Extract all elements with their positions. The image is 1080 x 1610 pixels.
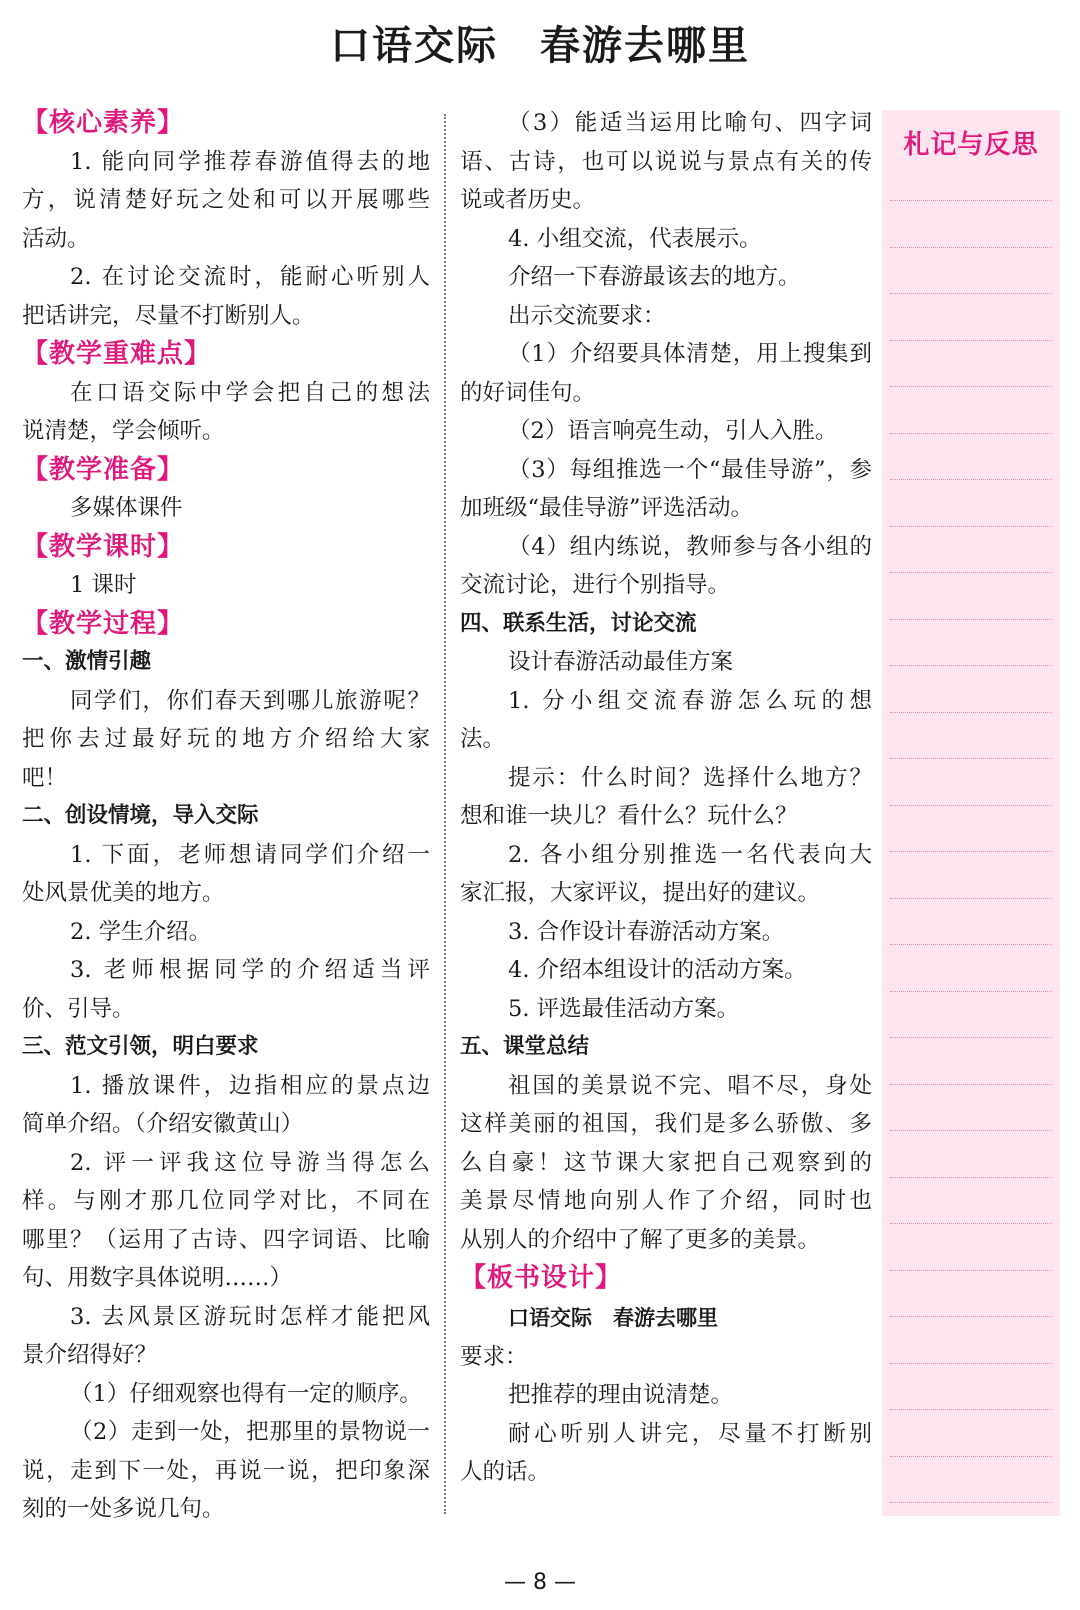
text-line: 这样美丽的祖国，我们是多么骄傲、多 [460,1111,872,1137]
text-line: 美景尽情地向别人作了介绍，同时也 [460,1188,872,1214]
text-line: 哪里？（运用了古诗、四字词语、比喻 [22,1226,430,1253]
text-line: 把话讲完，尽量不打断别人。 [22,302,315,329]
note-ruled-line [890,619,1052,620]
text-line: 加班级“最佳导游”评选活动。 [460,495,754,521]
text-line: 3. 老师根据同学的介绍适当评 [70,957,430,983]
text-line: 提示：什么时间？选择什么地方？ [508,764,872,791]
page-title: 口语交际 春游去哪里 [330,23,750,69]
note-ruled-line [890,572,1052,573]
text-line: 景介绍得好？ [22,1342,158,1368]
note-ruled-line [890,851,1052,852]
text-line: 1. 播放课件，边指相应的景点边 [70,1072,430,1099]
note-ruled-line [890,712,1052,713]
text-line: 样。与刚才那几位同学对比，不同在 [22,1188,430,1214]
text-line: 家汇报，大家评议，提出好的建议。 [460,880,821,906]
middle-column [460,104,872,1492]
note-ruled-line [890,433,1052,434]
page-number: — 8 — [504,1570,576,1595]
text-line: （4）组内练说，教师参与各小组的 [508,533,872,560]
process-heading: 【教学过程】 [22,608,185,639]
notes-panel [882,110,1060,1516]
text-line: 吧！ [22,764,68,791]
note-ruled-line [890,665,1052,666]
note-ruled-line [890,1084,1052,1085]
core-literacy-heading: 【核心素养】 [22,108,185,138]
note-ruled-line [890,1270,1052,1271]
left-column [22,104,430,1529]
text-line: 简单介绍。（介绍安徽黄山） [22,1111,304,1137]
note-ruled-line [890,479,1052,480]
text-line: 祖国的美景说不完、唱不尽，身处 [508,1072,872,1099]
text-line: 处风景优美的地方。 [22,880,225,906]
text-line: 交流讨论，进行个别指导。 [460,572,731,598]
text-line: 1. 能向同学推荐春游值得去的地 [70,148,430,175]
column-divider [444,114,446,1514]
text-line: （1）仔细观察也得有一定的顺序。 [70,1380,422,1407]
text-line: 1. 分小组交流春游怎么玩的想 [508,687,872,714]
text-line: 的好词佳句。 [460,379,596,406]
note-ruled-line [890,200,1052,201]
note-ruled-line [890,1037,1052,1038]
note-ruled-line [890,1223,1052,1224]
text-line: 活动。 [22,225,90,252]
text-line: 3. 去风景区游玩时怎样才能把风 [70,1303,430,1330]
note-ruled-line [890,991,1052,992]
text-line: 说清楚，学会倾听。 [22,418,225,444]
text-line: （3）能适当运用比喻句、四字词 [508,110,872,136]
text-line: 人的话。 [460,1459,551,1485]
board-title: 口语交际 春游去哪里 [508,1305,718,1330]
key-points-heading: 【教学重难点】 [22,339,212,369]
text-line: 同学们，你们春天到哪儿旅游呢？ [70,687,430,714]
text-line: 要求： [460,1343,528,1370]
text-line: （3）每组推选一个“最佳导游”，参 [508,456,872,483]
board-design-heading: 【板书设计】 [460,1263,623,1293]
text-line: 1 课时 [70,572,137,598]
note-ruled-line [890,247,1052,248]
section-heading: 一、激情引趣 [22,649,152,674]
note-ruled-line [890,340,1052,341]
text-line: （2）走到一处，把那里的景物说一 [70,1419,430,1445]
notes-title: 札记与反思 [903,130,1039,160]
text-line: （2）语言响亮生动，引人入胜。 [508,418,838,444]
text-line: 多媒体课件 [70,495,183,521]
section-heading: 四、联系生活，讨论交流 [460,610,697,636]
class-hours-heading: 【教学课时】 [22,531,185,562]
text-line: 4. 介绍本组设计的活动方案。 [508,957,807,983]
note-ruled-line [890,898,1052,899]
text-line: 1. 下面，老师想请同学们介绍一 [70,841,430,868]
text-line: 从别人的介绍中了解了更多的美景。 [460,1226,821,1253]
note-ruled-line [890,944,1052,945]
note-ruled-line [890,1363,1052,1364]
section-heading: 五、课堂总结 [460,1034,590,1059]
text-line: 语、古诗，也可以说说与景点有关的传 [460,148,872,175]
note-ruled-line [890,1456,1052,1457]
text-line: 3. 合作设计春游活动方案。 [508,918,785,945]
text-line: 么自豪！这节课大家把自己观察到的 [460,1149,872,1176]
text-line: 刻的一处多说几句。 [22,1496,225,1522]
note-ruled-line [890,1409,1052,1410]
text-line: 想和谁一块儿？看什么？玩什么？ [460,803,798,829]
note-ruled-line [890,386,1052,387]
text-line: 说，走到下一处，再说一说，把印象深 [22,1457,430,1484]
text-line: 说或者历史。 [460,187,596,213]
text-line: 2. 学生介绍。 [70,918,212,945]
section-heading: 二、创设情境，导入交际 [22,803,259,828]
text-line: 2. 评一评我这位导游当得怎么 [70,1149,430,1176]
note-ruled-line [890,526,1052,527]
note-ruled-line [890,293,1052,294]
preparation-heading: 【教学准备】 [22,454,185,485]
text-line: 把推荐的理由说清楚。 [508,1382,734,1408]
text-line: 2. 在讨论交流时，能耐心听别人 [70,264,430,290]
text-line: （1）介绍要具体清楚，用上搜集到 [508,341,872,367]
text-line: 把你去过最好玩的地方介绍给大家 [22,726,430,752]
text-line: 出示交流要求： [508,302,666,329]
text-line: 介绍一下春游最该去的地方。 [508,264,801,290]
text-line: 设计春游活动最佳方案 [508,649,734,675]
note-ruled-line [890,758,1052,759]
section-heading: 三、范文引领，明白要求 [22,1034,259,1059]
text-line: 方，说清楚好玩之处和可以开展哪些 [22,187,430,213]
note-ruled-line [890,1177,1052,1178]
text-line: 句、用数字具体说明……） [22,1265,293,1291]
note-ruled-line [890,1316,1052,1317]
text-line: 法。 [460,726,506,752]
text-line: 5. 评选最佳活动方案。 [508,995,740,1022]
text-line: 4. 小组交流，代表展示。 [508,225,762,252]
text-line: 价、引导。 [22,995,135,1022]
text-line: 耐心听别人讲完，尽量不打断别 [508,1420,872,1447]
text-line: 2. 各小组分别推选一名代表向大 [508,841,872,868]
note-ruled-line [890,1502,1052,1503]
text-line: 在口语交际中学会把自己的想法 [70,379,430,406]
note-ruled-line [890,1130,1052,1131]
note-ruled-line [890,805,1052,806]
